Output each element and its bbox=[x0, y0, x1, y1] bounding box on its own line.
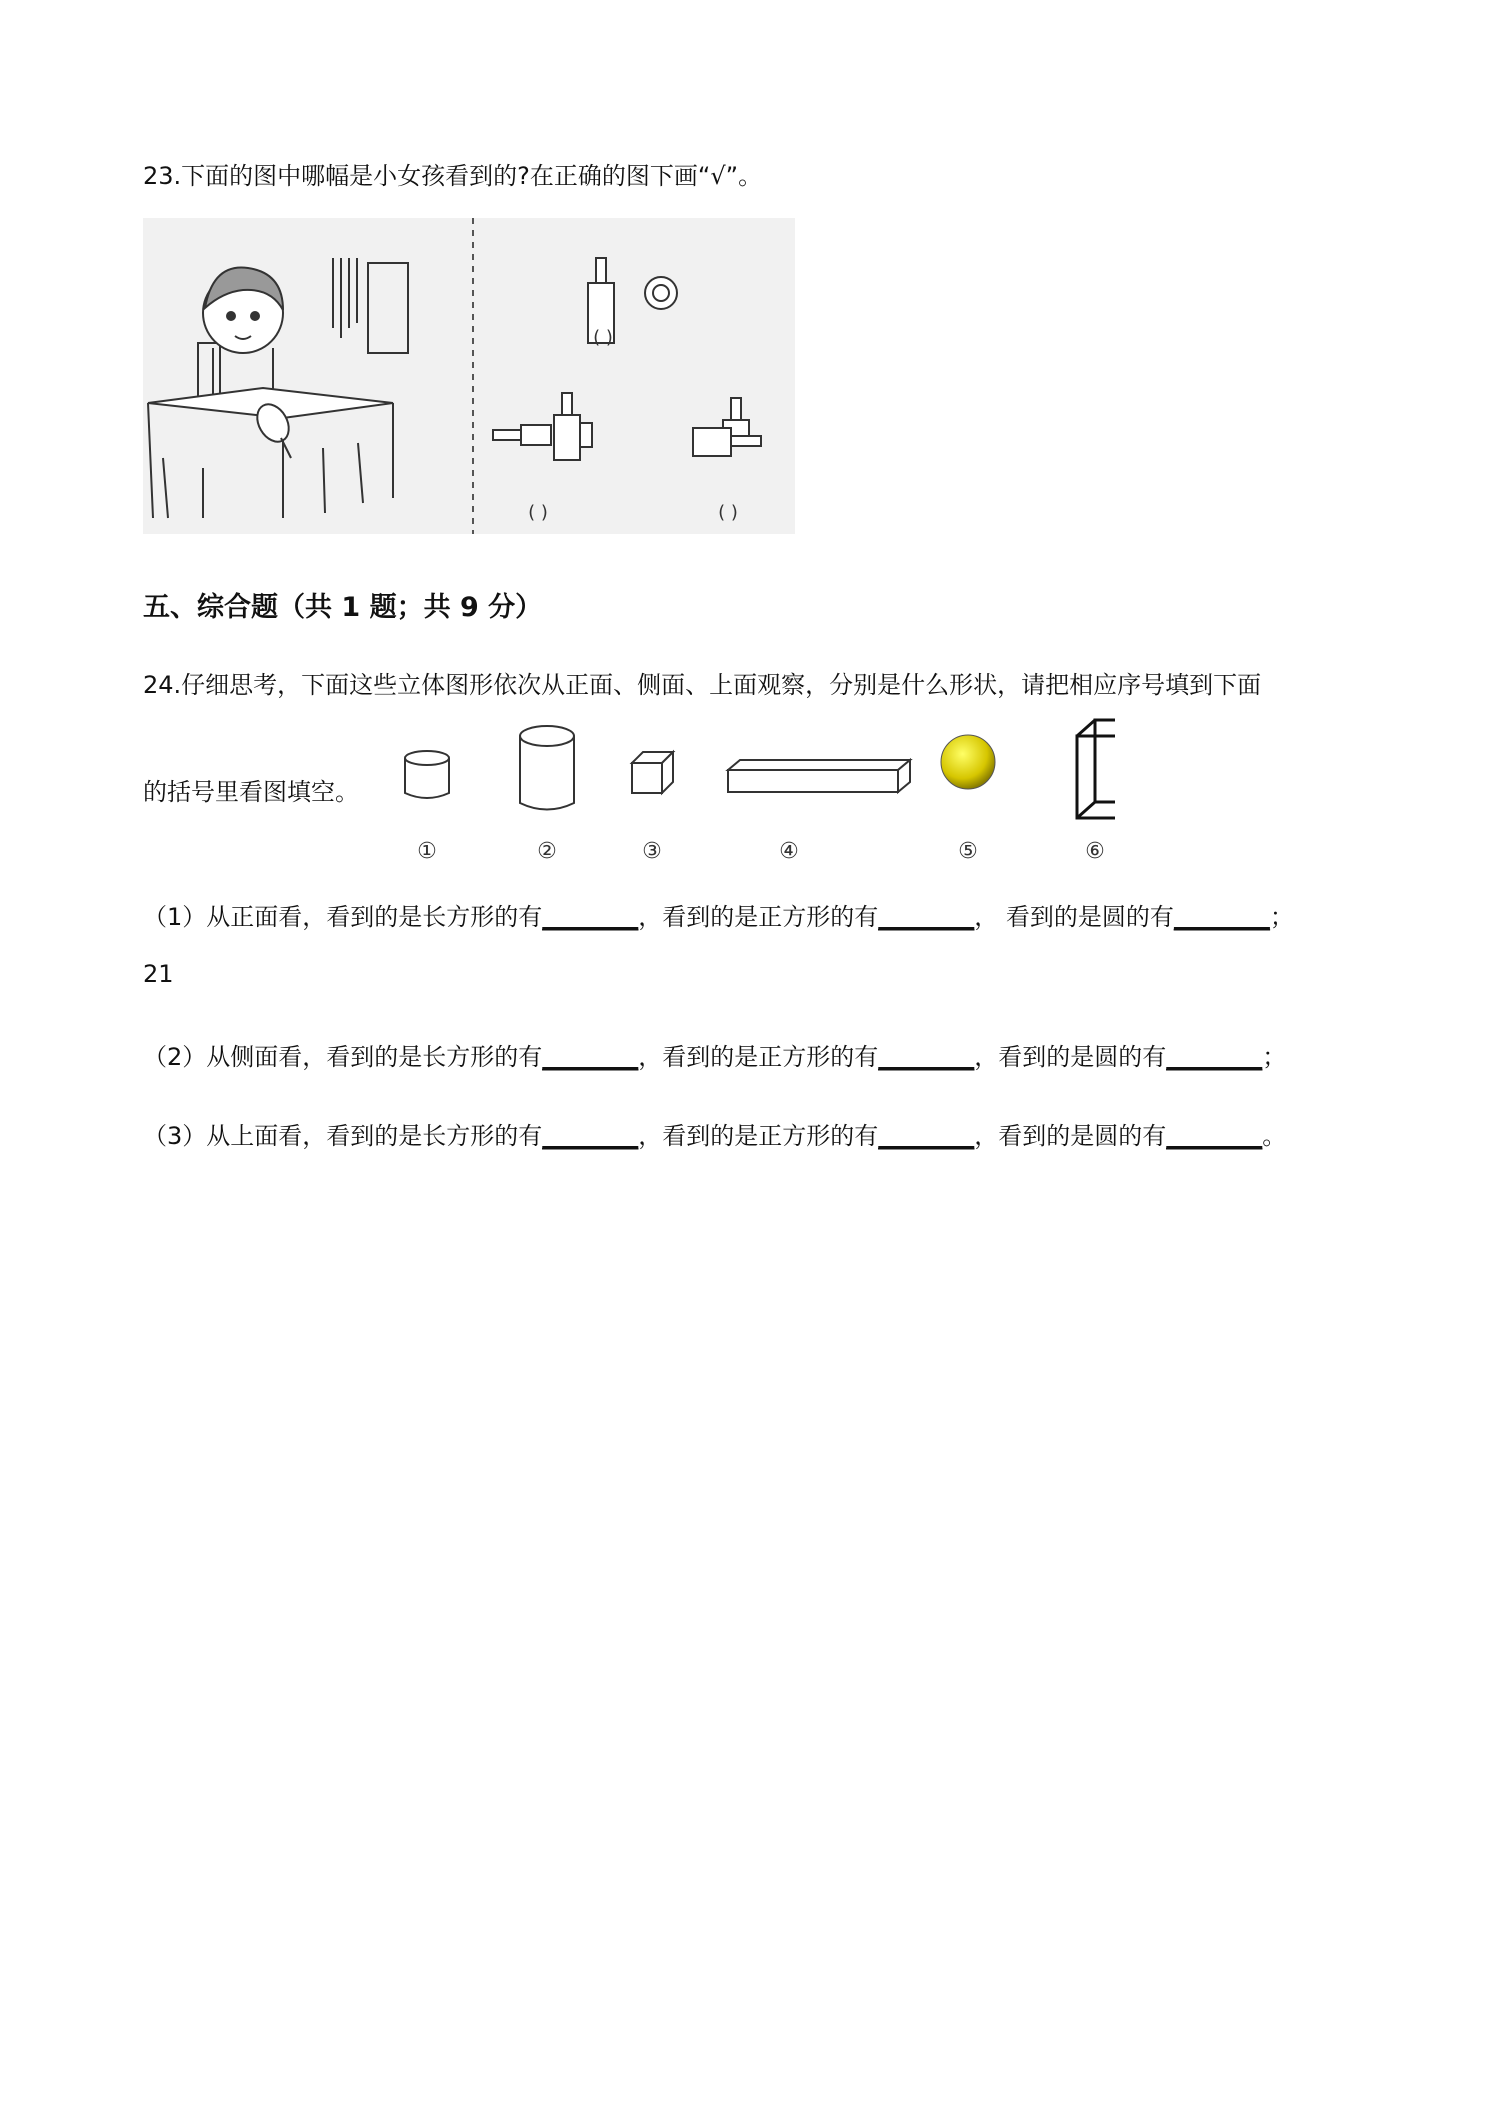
sub1-prefix: （1）从正面看，看到的是长方形的有 bbox=[143, 903, 543, 931]
sub2-blank-rect[interactable]: ________ bbox=[542, 1043, 639, 1071]
sub2-end: ； bbox=[1262, 1043, 1287, 1071]
question-24-line1: 24.仔细思考，下面这些立体图形依次从正面、侧面、上面观察，分别是什么形状，请把相应序号填到下面 bbox=[143, 671, 1262, 699]
sub2-blank-circle[interactable]: ________ bbox=[1166, 1043, 1263, 1071]
question-23-text: 23.下面的图中哪幅是小女孩看到的?在正确的图下画“√”。 bbox=[143, 162, 763, 190]
shape-5-sphere bbox=[941, 735, 995, 789]
shape-label-5: ⑤ bbox=[958, 839, 978, 864]
sub2-blank-square[interactable]: ________ bbox=[878, 1043, 975, 1071]
question-23-figure bbox=[143, 218, 795, 534]
section-5-title: 五、综合题（共 1 题；共 9 分） bbox=[143, 592, 543, 623]
shape-label-2: ② bbox=[537, 839, 557, 864]
answer-paren-2: ( ) bbox=[528, 502, 548, 523]
sub2-mid1: ，看到的是正方形的有 bbox=[638, 1043, 879, 1071]
shape-1-small-cylinder bbox=[405, 751, 449, 798]
answer-paren-1: ( ) bbox=[593, 327, 613, 348]
sub2-mid2: ，看到的是圆的有 bbox=[974, 1043, 1167, 1071]
sub-question-2 bbox=[143, 1037, 1286, 1072]
sub1-mid1: ，看到的是正方形的有 bbox=[638, 903, 879, 931]
sub-question-3 bbox=[143, 1116, 1286, 1151]
sub3-mid1: ，看到的是正方形的有 bbox=[638, 1122, 879, 1150]
sub1-end: ； bbox=[1269, 903, 1294, 931]
sub1-blank-circle[interactable]: ________ bbox=[1173, 903, 1270, 931]
sub3-blank-circle[interactable]: ________ bbox=[1166, 1122, 1263, 1150]
shape-2-tall-cylinder bbox=[520, 726, 574, 810]
sub-question-1 bbox=[143, 897, 1294, 932]
sub3-prefix: （3）从上面看，看到的是长方形的有 bbox=[143, 1122, 543, 1150]
solid-shapes-figure bbox=[395, 718, 1115, 868]
shape-label-4: ④ bbox=[779, 839, 799, 864]
shape-6-wire-cuboid bbox=[1077, 720, 1115, 818]
sub2-prefix: （2）从侧面看，看到的是长方形的有 bbox=[143, 1043, 543, 1071]
sub3-blank-square[interactable]: ________ bbox=[878, 1122, 975, 1150]
shape-label-1: ① bbox=[417, 839, 437, 864]
shape-label-6: ⑥ bbox=[1085, 839, 1105, 864]
shape-label-3: ③ bbox=[642, 839, 662, 864]
sub1-blank-rect[interactable]: ________ bbox=[542, 903, 639, 931]
sub1-blank-square[interactable]: ________ bbox=[878, 903, 975, 931]
question-24-line2: 的括号里看图填空。 bbox=[143, 778, 359, 806]
sub3-blank-rect[interactable]: ________ bbox=[542, 1122, 639, 1150]
sub3-end: 。 bbox=[1262, 1122, 1287, 1150]
sub3-mid2: ，看到的是圆的有 bbox=[974, 1122, 1167, 1150]
shape-3-cube bbox=[632, 752, 673, 793]
page-number: 21 bbox=[143, 960, 174, 988]
sub1-mid2: ， 看到的是圆的有 bbox=[974, 903, 1174, 931]
answer-paren-3: ( ) bbox=[718, 502, 738, 523]
shape-4-long-cuboid bbox=[728, 760, 910, 792]
